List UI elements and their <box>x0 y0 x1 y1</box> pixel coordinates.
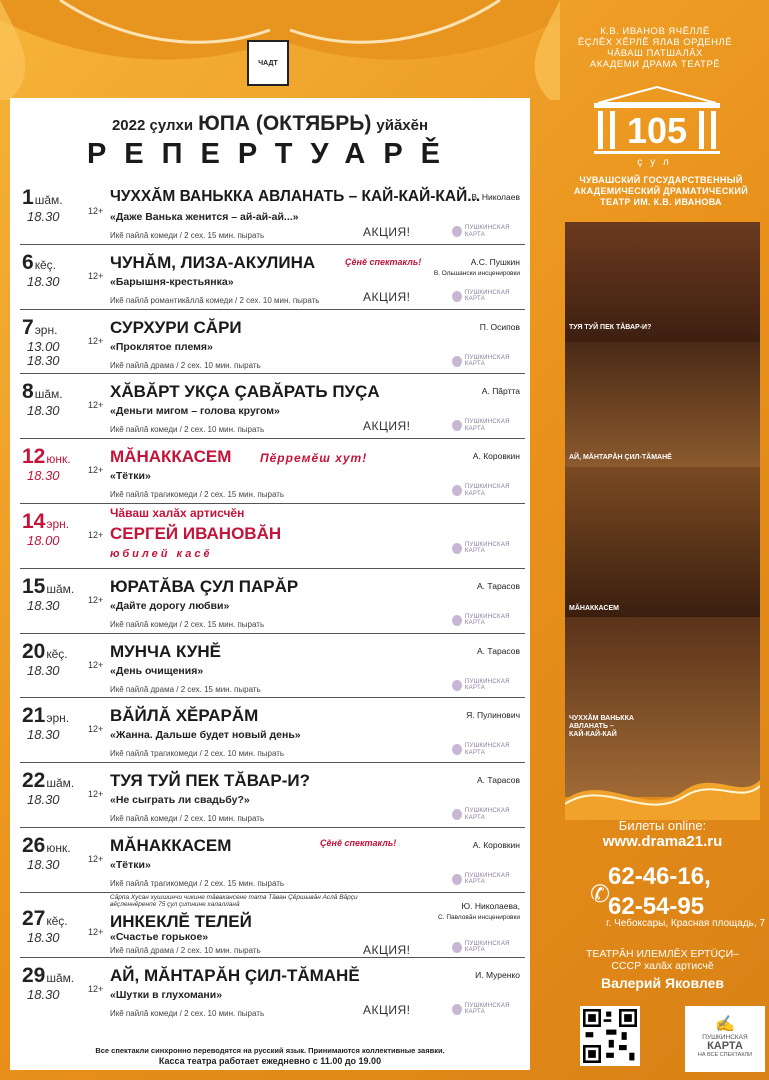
pushkin-card-badge: ПУШКИНСКАЯ КАРТА <box>452 614 525 627</box>
pushkin-card-logo: ✍ ПУШКИНСКАЯ КАРТА НА ВСЕ СПЕКТАКЛИ <box>685 1006 765 1072</box>
pushkin-card-badge: ПУШКИНСКАЯ КАРТА <box>452 225 525 238</box>
show-subtitle: «Проклятое племя» <box>110 340 213 353</box>
performance-photos <box>565 222 760 797</box>
show-date: 1шăм. 18.30 <box>22 186 63 224</box>
show-genre: Икĕ пайлă комеди / 2 сех. 10 мин. пырать <box>110 1008 265 1018</box>
pushkin-card-icon <box>452 942 462 953</box>
pushkin-card-badge: ПУШКИНСКАЯ КАРТА <box>452 873 525 886</box>
pushkin-card-badge: ПУШКИНСКАЯ КАРТА <box>452 419 525 432</box>
age-rating: 12+ <box>88 789 104 800</box>
show-list <box>20 180 525 1022</box>
promo-label: АКЦИЯ! <box>363 942 411 957</box>
show-author: А. Коровкин <box>472 451 520 462</box>
show-author: Я. Пулинович <box>466 710 520 721</box>
show-genre: Икĕ пайлă драма / 2 сех. 15 мин. пырать <box>110 684 261 694</box>
theatre-name-chuvash: К.В. ИВАНОВ ЯЧĔЛЛĔ ĔÇЛĔХ ХĔРЛĔ ЯЛАВ ОРДЕНЛĔ ЧĂВАШ ПАТШАЛĂХ АКАДЕМИ ДРАМА ТЕАТРĔ <box>577 26 733 70</box>
photo-performance: ТУЯ ТУЙ ПЕК ТĂВАР-И? <box>565 222 760 342</box>
age-rating: 12+ <box>88 335 104 346</box>
promo-label: АКЦИЯ! <box>363 225 411 239</box>
show-subtitle: «Дайте дорогу любви» <box>110 599 230 612</box>
show-subtitle: «Тётки» <box>110 858 151 871</box>
pushkin-card-icon <box>452 680 462 691</box>
show-row <box>20 180 525 245</box>
photo-performance: ЧУХХĂМ ВАНЬККА АВЛАНАТЬ – КАЙ-КАЙ-КАЙ <box>565 617 760 797</box>
new-show-tag: Çĕнĕ спектакль! <box>345 256 422 267</box>
jubilee-line: Чăваш халăх артисчĕн <box>110 505 245 520</box>
pushkin-card-icon <box>452 543 462 554</box>
show-title: АЙ, МĂНТАРĂН ÇИЛ-ТĂМАНĔ <box>110 965 360 985</box>
pushkin-card-badge: ПУШКИНСКАЯ КАРТА <box>452 355 525 368</box>
show-author: Ю. Николаева, С. Павловăн инсценировки <box>438 900 520 921</box>
age-rating: 12+ <box>88 400 104 411</box>
pushkin-card-badge: ПУШКИНСКАЯ КАРТА <box>452 743 525 756</box>
show-row <box>20 504 525 569</box>
show-author: А. Тарасов <box>477 775 520 786</box>
pushkin-card-badge: ПУШКИНСКАЯ КАРТА <box>452 542 525 555</box>
photo-performance: МĂНАККАСЕМ <box>565 467 760 617</box>
website-link[interactable]: www.drama21.ru <box>602 833 723 850</box>
show-date: 20кĕç. 18.30 <box>22 639 68 678</box>
age-rating: 12+ <box>88 270 104 281</box>
show-row <box>20 439 525 504</box>
show-author: А. Пăртта <box>481 386 520 397</box>
show-subtitle: «Барышня-крестьянка» <box>110 275 234 288</box>
show-date: 22шăм. 18.30 <box>22 769 75 808</box>
pushkin-card-badge: ПУШКИНСКАЯ КАРТА <box>452 808 525 821</box>
pushkin-portrait-icon: ✍ <box>715 1016 735 1033</box>
show-author: В. Николаев <box>471 192 520 202</box>
promo-label: АКЦИЯ! <box>363 419 411 434</box>
show-date: 26юнк. 18.30 <box>22 833 71 872</box>
show-date: 8шăм. 18.30 <box>22 380 63 419</box>
tickets-online: Билеты online: www.drama21.ru <box>565 818 760 850</box>
show-title: СУРХУРИ СĂРИ <box>110 317 242 337</box>
show-date: 27кĕç. 18.30 <box>22 906 68 945</box>
pushkin-card-badge: ПУШКИНСКАЯ КАРТА <box>452 484 525 497</box>
show-subtitle: «День очищения» <box>110 664 204 677</box>
show-subtitle: «Даже Ванька женится – ай-ай-ай...» <box>110 211 299 223</box>
dedication-note: Сăрпа Хусан хушшинчи чикине тăвакансене тата Тăван Çĕршывăн Аслă Вăрçи вĕçленнĕренпе 75 çул çитнине халалланă <box>110 893 358 908</box>
qr-code[interactable] <box>580 1006 640 1066</box>
show-title: МĂНАККАСЕМ <box>110 447 232 467</box>
phone-2[interactable]: 62-54-95 <box>608 893 705 920</box>
show-title: ЧУНĂМ, ЛИЗА-АКУЛИНА <box>110 252 316 272</box>
show-row <box>20 958 525 1023</box>
month-heading: 2022 çулхи ЮПА (ОКТЯБРЬ) уйăхĕн <box>111 112 429 135</box>
show-genre: Икĕ пайлă драма / 2 сех. 10 мин. пырать <box>110 945 261 955</box>
anniversary-emblem <box>588 85 726 167</box>
photo-performance: АЙ, МĂНТАРĂН ÇИЛ-ТĂМАНĔ <box>565 342 760 467</box>
theatre-address: г. Чебоксары, Красная площадь, 7 <box>606 918 765 929</box>
anniversary-number: 105 <box>626 110 688 151</box>
age-rating: 12+ <box>88 659 104 670</box>
show-genre: Икĕ пайлă романтикăллă комеди / 2 сех. 10 мин. пырать <box>110 295 320 305</box>
show-date: 6кĕç. 18.30 <box>22 250 60 289</box>
show-subtitle: «Деньги мигом – голова кругом» <box>110 405 280 418</box>
show-row <box>20 310 525 375</box>
theatre-name-russian: ЧУВАШСКИЙ ГОСУДАРСТВЕННЫЙ АКАДЕМИЧЕСКИЙ ДРАМАТИЧЕСКИЙ ТЕАТР ИМ. К.В. ИВАНОВА <box>574 175 748 207</box>
age-rating: 12+ <box>88 465 104 476</box>
show-genre: Икĕ пайлă комеди / 2 сех. 15 мин. пырать <box>110 231 265 240</box>
show-genre: Икĕ пайлă драма / 2 сех. 10 мин. пырать <box>110 360 261 370</box>
age-rating: 12+ <box>88 529 104 540</box>
show-row <box>20 828 525 893</box>
show-title: ТУЯ ТУЙ ПЕК ТĂВАР-И? <box>110 771 311 791</box>
show-title: МĂНАККАСЕМ <box>110 835 232 855</box>
pushkin-card-badge: ПУШКИНСКАЯ КАРТА <box>452 941 525 954</box>
premiere-tag: Пĕрремĕш хут! <box>260 451 368 466</box>
show-row <box>20 374 525 439</box>
show-date: 15шăм. 18.30 <box>22 574 75 613</box>
phone-1[interactable]: 62-46-16, <box>608 863 711 890</box>
age-rating: 12+ <box>88 724 104 735</box>
show-title: СЕРГЕЙ ИВАНОВĂН <box>110 523 282 543</box>
theatre-logo: ЧАДТ <box>247 40 289 86</box>
show-genre: Икĕ пайлă трагикомеди / 2 сех. 15 мин. пырать <box>110 490 285 500</box>
footer-note: Все спектакли синхронно переводятся на русский язык. Принимаются коллективные заявки. Касса театра работает ежедневно с 11.00 до 19.00 <box>95 1046 445 1066</box>
pushkin-card-icon <box>452 1004 462 1015</box>
show-date: 21эрн. 18.30 <box>22 704 70 743</box>
show-author: И. Муренко <box>475 969 520 980</box>
show-author: А.С. Пушкин В. Ольшански инсценировки <box>433 256 520 277</box>
show-date: 7эрн. 13.00 18.30 <box>22 315 60 368</box>
promo-label: АКЦИЯ! <box>363 289 411 304</box>
show-row <box>20 893 525 958</box>
show-title: МУНЧА КУНĔ <box>110 641 221 661</box>
promo-label: АКЦИЯ! <box>363 1002 411 1017</box>
pushkin-card-icon <box>452 226 462 237</box>
anniversary-word: çул <box>637 157 677 167</box>
jubilee-line: юбилей касĕ <box>110 547 213 560</box>
ribbon-decoration <box>565 770 760 820</box>
show-title: ЧУХХĂМ ВАНЬККА АВЛАНАТЬ – КАЙ-КАЙ-КАЙ... <box>110 188 481 205</box>
show-genre: Икĕ пайлă комеди / 2 сех. 10 мин. пырать <box>110 814 265 824</box>
show-row <box>20 634 525 699</box>
phone-icon: ✆ <box>590 881 611 908</box>
show-row <box>20 763 525 828</box>
age-rating: 12+ <box>88 926 104 937</box>
show-subtitle: «Счастье горькое» <box>110 930 209 943</box>
show-genre: Икĕ пайлă трагикомеди / 2 сех. 10 мин. пырать <box>110 749 285 759</box>
show-genre: Икĕ пайлă комеди / 2 сех. 15 мин. пырать <box>110 619 265 629</box>
show-date: 12юнк. 18.30 <box>22 445 71 484</box>
show-genre: Икĕ пайлă трагикомеди / 2 сех. 15 мин. пырать <box>110 878 285 888</box>
show-subtitle: «Не сыграть ли свадьбу?» <box>110 794 250 807</box>
show-author: А. Тарасов <box>477 645 520 656</box>
pushkin-card-badge: ПУШКИНСКАЯ КАРТА <box>452 1003 525 1016</box>
pushkin-card-icon <box>452 485 462 496</box>
age-rating: 12+ <box>88 983 104 994</box>
show-title: ВĂЙЛĂ ХĔРАРĂМ <box>110 706 259 726</box>
age-rating: 12+ <box>88 206 104 216</box>
show-subtitle: «Шутки в глухомани» <box>110 988 223 1001</box>
age-rating: 12+ <box>88 853 104 864</box>
show-title: ХĂВĂРТ УКÇА ÇАВĂРАТЬ ПУÇА <box>110 382 380 402</box>
pushkin-card-icon <box>452 356 462 367</box>
age-rating: 12+ <box>88 594 104 605</box>
pushkin-card-icon <box>452 291 462 302</box>
phone-numbers <box>590 862 760 922</box>
show-date: 14эрн. 18.00 <box>22 509 70 548</box>
show-subtitle: «Жанна. Дальше будет новый день» <box>110 729 301 742</box>
show-subtitle: «Тётки» <box>110 470 151 483</box>
page-title: РЕПЕРТУАРĚ <box>86 138 459 170</box>
show-genre: Икĕ пайлă комеди / 2 сех. 10 мин. пырать <box>110 425 265 435</box>
pushkin-card-badge: ПУШКИНСКАЯ КАРТА <box>452 679 525 692</box>
show-author: П. Осипов <box>479 321 520 332</box>
pushkin-card-icon <box>452 615 462 626</box>
show-row <box>20 245 525 310</box>
show-row <box>20 698 525 763</box>
show-date: 29шăм. 18.30 <box>22 963 75 1002</box>
show-row <box>20 569 525 634</box>
qr-code-icon <box>583 1009 637 1063</box>
pushkin-card-icon <box>452 874 462 885</box>
show-author: А. Тарасов <box>477 580 520 591</box>
pushkin-card-icon <box>452 744 462 755</box>
show-title: ЮРАТĂВА ÇУЛ ПАРĂР <box>110 576 299 596</box>
pushkin-card-badge: ПУШКИНСКАЯ КАРТА <box>452 290 525 303</box>
show-author: А. Коровкин <box>472 839 520 850</box>
pushkin-card-icon <box>452 420 462 431</box>
artistic-director: ТЕАТРĂН ИЛЕМЛĔХ ЕРТÜÇИ– СССР халăх артисчĕ Валерий Яковлев <box>585 948 740 991</box>
show-title: ИНКЕКЛĔ ТЕЛЕЙ <box>110 911 252 931</box>
pushkin-card-icon <box>452 809 462 820</box>
new-show-tag: Çĕнĕ спектакль! <box>320 837 397 848</box>
